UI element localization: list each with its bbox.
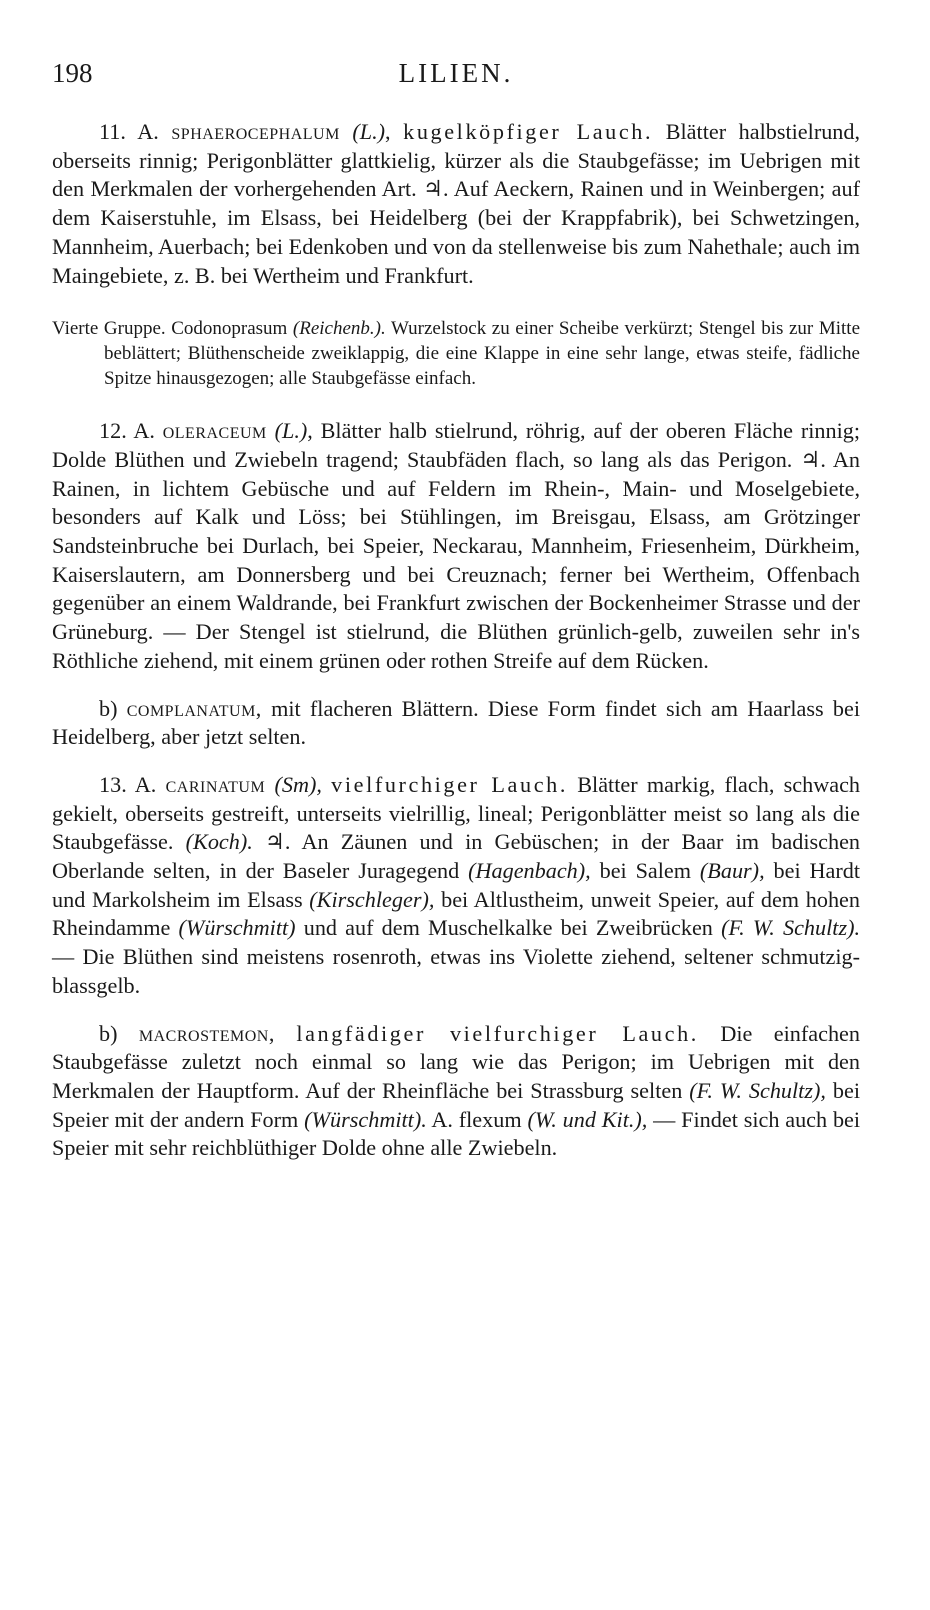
description: bei Salem xyxy=(599,858,692,884)
citation: (Würschmitt) xyxy=(178,915,296,941)
group-author: (Reichenb.). xyxy=(292,318,386,340)
variety-name: complanatum, xyxy=(126,695,262,721)
description: Blätter markig, flach, schwach gekielt, oberseits gestreift, unterseits vielrillig, lineal; Perigonblätter meist so lang als die Staubgefässe. xyxy=(52,771,861,855)
genus: A. xyxy=(134,771,157,797)
description: — Findet sich auch bei Speier mit sehr reichblüthiger Dolde ohne alle Zwiebeln. xyxy=(52,1106,861,1161)
species-name: sphaerocephalum xyxy=(171,119,340,144)
variety-label: b) xyxy=(99,1020,118,1046)
page-body xyxy=(52,118,860,1182)
description: Blätter halb stielrund, röhrig, auf der oberen Fläche rinnig; Dolde Blüthen und Zwiebeln tragend; Staubfäden flach, so lang als das Perigon. ♃. An Rainen, in lichtem Gebüsche und auf Feldern im Rhein-, Main- und Moselgebiete, besonders auf Kalk und Löss; bei Stühlingen, im Breisgau, Elsass, am Grötzinger Sandsteinbruche bei Durlach, bei Speier, Neckarau, Mannheim, Friesenheim, Dürkheim, Kaiserslautern, am Donnersberg und bei Creuznach; ferner bei Wertheim, Offenbach gegenüber an einem Waldrande, bei Frankfurt zwischen der Bockenheimer Strasse und der Grüneburg. — Der Stengel ist stielrund, die Blüthen grünlich-gelb, zuweilen sehr in's Röthliche ziehend, mit einem grünen oder rothen Streife auf dem Rücken. xyxy=(52,418,860,673)
entry-12: 12. A. oleraceum (L.), Blätter halb stielrund, röhrig, auf der oberen Fläche rinnig; Dolde Blüthen und Zwiebeln tragend; Staubfäden flach, so lang als das Perigon. ♃. An Rainen, in lichtem Gebüsche und auf Feldern im Rhein-, Main- und Moselgebiete, besonders auf Kalk und Löss; bei Stühlingen, im Breisgau, Elsass, am Grötzinger Sandsteinbruche bei Durlach, bei Speier, Neckarau, Mannheim, Friesenheim, Dürkheim, Kaiserslautern, am Donnersberg und bei Creuznach; ferner bei Wertheim, Offenbach gegenüber an einem Waldrande, bei Frankfurt zwischen der Bockenheimer Strasse und der Grüneburg. — Der Stengel ist stielrund, die Blüthen grünlich-gelb, zuweilen sehr in's Röthliche ziehend, mit einem grünen oder rothen Streife auf dem Rücken. xyxy=(52,418,860,673)
running-title: LILIEN. xyxy=(398,58,514,88)
author: (L.) xyxy=(274,418,308,444)
group-note xyxy=(52,316,860,391)
entry-number: 11. xyxy=(99,119,126,144)
citation: (Hagenbach), xyxy=(468,858,591,884)
common-name: langfädiger vielfurchiger Lauch. xyxy=(296,1020,699,1046)
entry-13 xyxy=(52,771,860,1001)
description: mit flacheren Blättern. Diese Form findet sich am Haarlass bei Heidelberg, aber jetzt selten. xyxy=(52,695,860,750)
description: bei Altlustheim, unweit Speier, auf dem hohen Rheindamme xyxy=(52,886,860,941)
variety-13b xyxy=(52,1020,860,1164)
description: bei Speier mit der andern Form xyxy=(52,1077,861,1132)
variety-label: b) xyxy=(99,695,118,721)
species-name: oleraceum xyxy=(162,418,267,444)
description: Die einfachen Staubgefässe zuletzt noch einmal so lang wie das Perigon; im Uebrigen mit den Merkmalen der Hauptform. Auf der Rheinfläche bei Strassburg selten xyxy=(52,1020,860,1103)
entry-11: 11. A. sphaerocephalum (L.), kugelköpfiger Lauch. Blätter halbstielrund, oberseits rinnig; Perigonblätter glattkielig, kürzer als die Staubgefässe; im Uebrigen mit den Merkmalen der vorhergehenden Art. ♃. Auf Aeckern, Rainen und in Weinbergen; auf dem Kaiserstuhle, im Elsass, bei Heidelberg (bei der Krappfabrik), bei Schwetzingen, Mannheim, Auerbach; bei Edenkoben und von da stellenweise bis zum Nahethale; auch im Maingebiete, z. B. bei Wertheim und Frankfurt. xyxy=(52,119,861,288)
variety-name: macrostemon, xyxy=(138,1020,275,1046)
author: (Sm), xyxy=(274,771,322,797)
citation: (F. W. Schultz). xyxy=(721,915,861,941)
citation: (Baur), xyxy=(699,858,765,884)
citation: (F. W. Schultz), xyxy=(689,1077,826,1103)
genus: A. xyxy=(133,418,155,444)
genus: A. xyxy=(137,119,159,144)
entry-number: 13. xyxy=(99,771,127,797)
description: und auf dem Muschelkalke bei Zweibrücken xyxy=(303,915,713,941)
entry-number: 12. xyxy=(99,418,127,444)
page-header xyxy=(52,58,860,98)
author: (L.) xyxy=(352,119,386,144)
group-label: Vierte Gruppe. Codonoprasum xyxy=(52,318,288,340)
description: A. flexum xyxy=(431,1106,522,1132)
common-name: vielfurchiger Lauch. xyxy=(331,771,568,797)
citation: (Würschmitt). xyxy=(304,1106,427,1132)
description: — Die Blüthen sind meistens rosenroth, etwas ins Violette ziehend, seltener schmutzig-blassgelb. xyxy=(52,944,860,998)
description: Blätter halbstielrund, oberseits rinnig; Perigonblätter glattkielig, kürzer als die Staubgefässe; im Uebrigen mit den Merkmalen der vorhergehenden Art. ♃. Auf Aeckern, Rainen und in Weinbergen; auf dem Kaiserstuhle, im Elsass, bei Heidelberg (bei der Krappfabrik), bei Schwetzingen, Mannheim, Auerbach; bei Edenkoben und von da stellenweise bis zum Nahethale; auch im Maingebiete, z. B. bei Wertheim und Frankfurt. xyxy=(52,119,861,288)
species-name: carinatum xyxy=(165,771,266,797)
citation: (Koch). xyxy=(185,829,253,855)
description: bei Hardt und Markolsheim im Elsass xyxy=(52,858,860,912)
citation: (W. und Kit.), xyxy=(527,1106,648,1132)
page-number: 198 xyxy=(52,58,93,88)
common-name: kugelköpfiger Lauch. xyxy=(403,119,654,144)
variety-12b xyxy=(52,695,860,752)
description: ♃. An Zäunen und in Gebüschen; in der Baar im badischen Oberlande selten, in der Baseler Juragegend xyxy=(52,829,861,884)
group-description: Wurzelstock zu einer Scheibe verkürzt; Stengel bis zur Mitte beblättert; Blüthenscheide zweiklappig, die eine Klappe in eine sehr lange, etwas steife, fädliche Spitze hinausgezogen; alle Staubgefässe einfach. xyxy=(104,318,860,390)
citation: (Kirschleger), xyxy=(309,886,435,912)
